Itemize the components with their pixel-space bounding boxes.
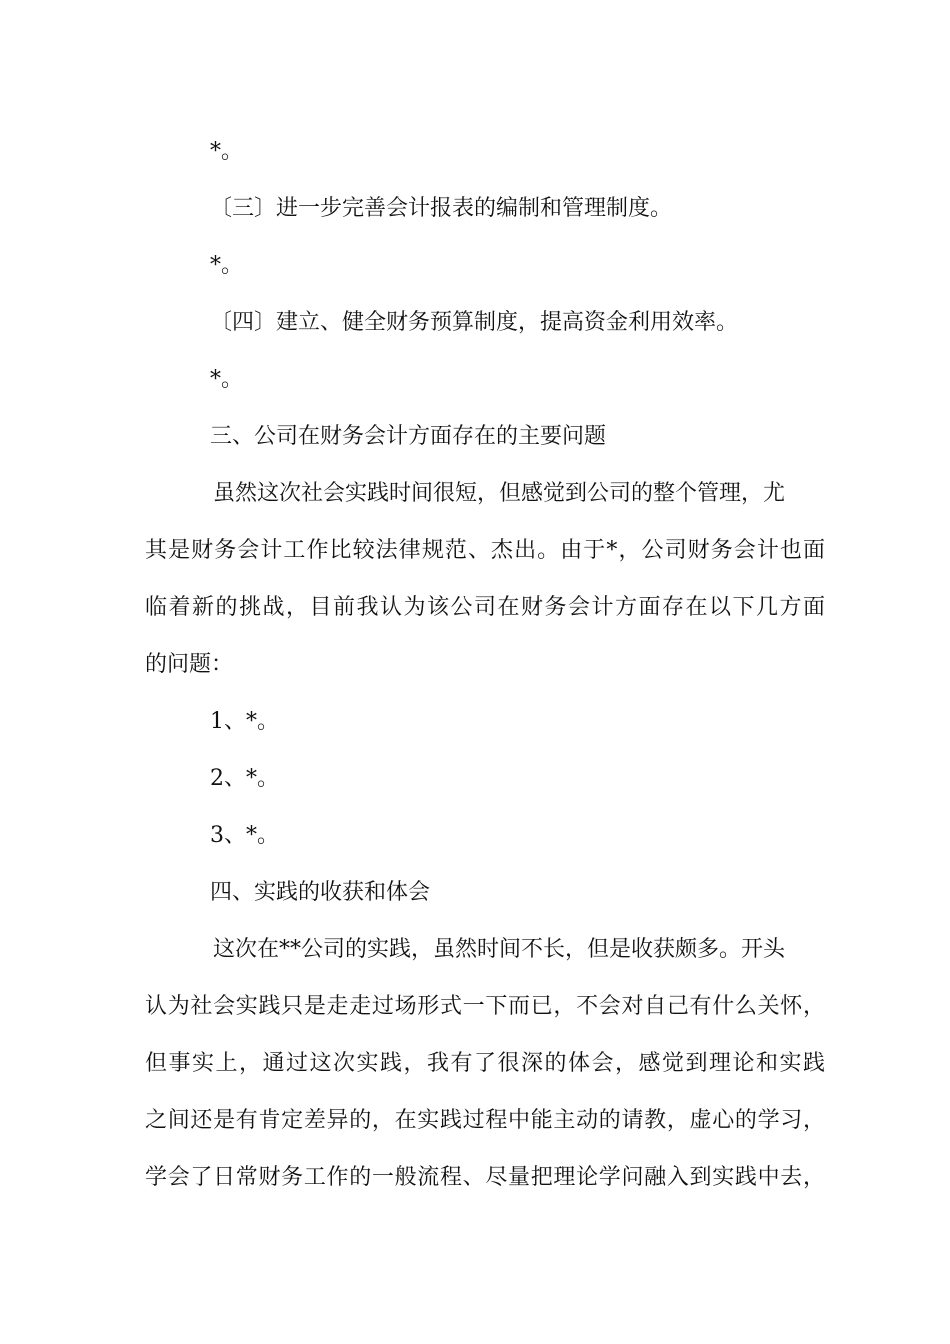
paragraph-line: 认为社会实践只是走走过场形式一下而已，不会对自己有什么关怀， <box>145 994 825 1019</box>
placeholder-line: *。 <box>210 367 244 392</box>
paragraph-line: 虽然这次社会实践时间很短，但感觉到公司的整个管理，尤 <box>213 481 786 506</box>
list-item: 2、*。 <box>210 766 279 791</box>
list-item: 3、*。 <box>210 823 279 848</box>
subheading-4: 〔四〕建立、健全财务预算制度，提高资金利用效率。 <box>210 310 739 335</box>
list-item: 1、*。 <box>210 709 279 734</box>
paragraph-line: 其是财务会计工作比较法律规范、杰出。由于*，公司财务会计也面 <box>145 538 825 563</box>
paragraph-line: 临着新的挑战，目前我认为该公司在财务会计方面存在以下几方面 <box>145 595 825 620</box>
paragraph-line: 的问题： <box>145 652 234 677</box>
placeholder-line: *。 <box>210 139 244 164</box>
subheading-3: 〔三〕进一步完善会计报表的编制和管理制度。 <box>210 196 673 221</box>
section-heading-4: 四、实践的收获和体会 <box>210 880 431 905</box>
placeholder-line: *。 <box>210 253 244 278</box>
paragraph-line: 但事实上，通过这次实践，我有了很深的体会，感觉到理论和实践 <box>145 1051 825 1076</box>
paragraph-line: 之间还是有肯定差异的，在实践过程中能主动的请教，虚心的学习， <box>145 1108 825 1133</box>
paragraph-line: 这次在**公司的实践，虽然时间不长，但是收获颇多。开头 <box>213 937 786 962</box>
paragraph-line: 学会了日常财务工作的一般流程、尽量把理论学问融入到实践中去， <box>145 1165 825 1190</box>
section-heading-3: 三、公司在财务会计方面存在的主要问题 <box>210 424 607 449</box>
